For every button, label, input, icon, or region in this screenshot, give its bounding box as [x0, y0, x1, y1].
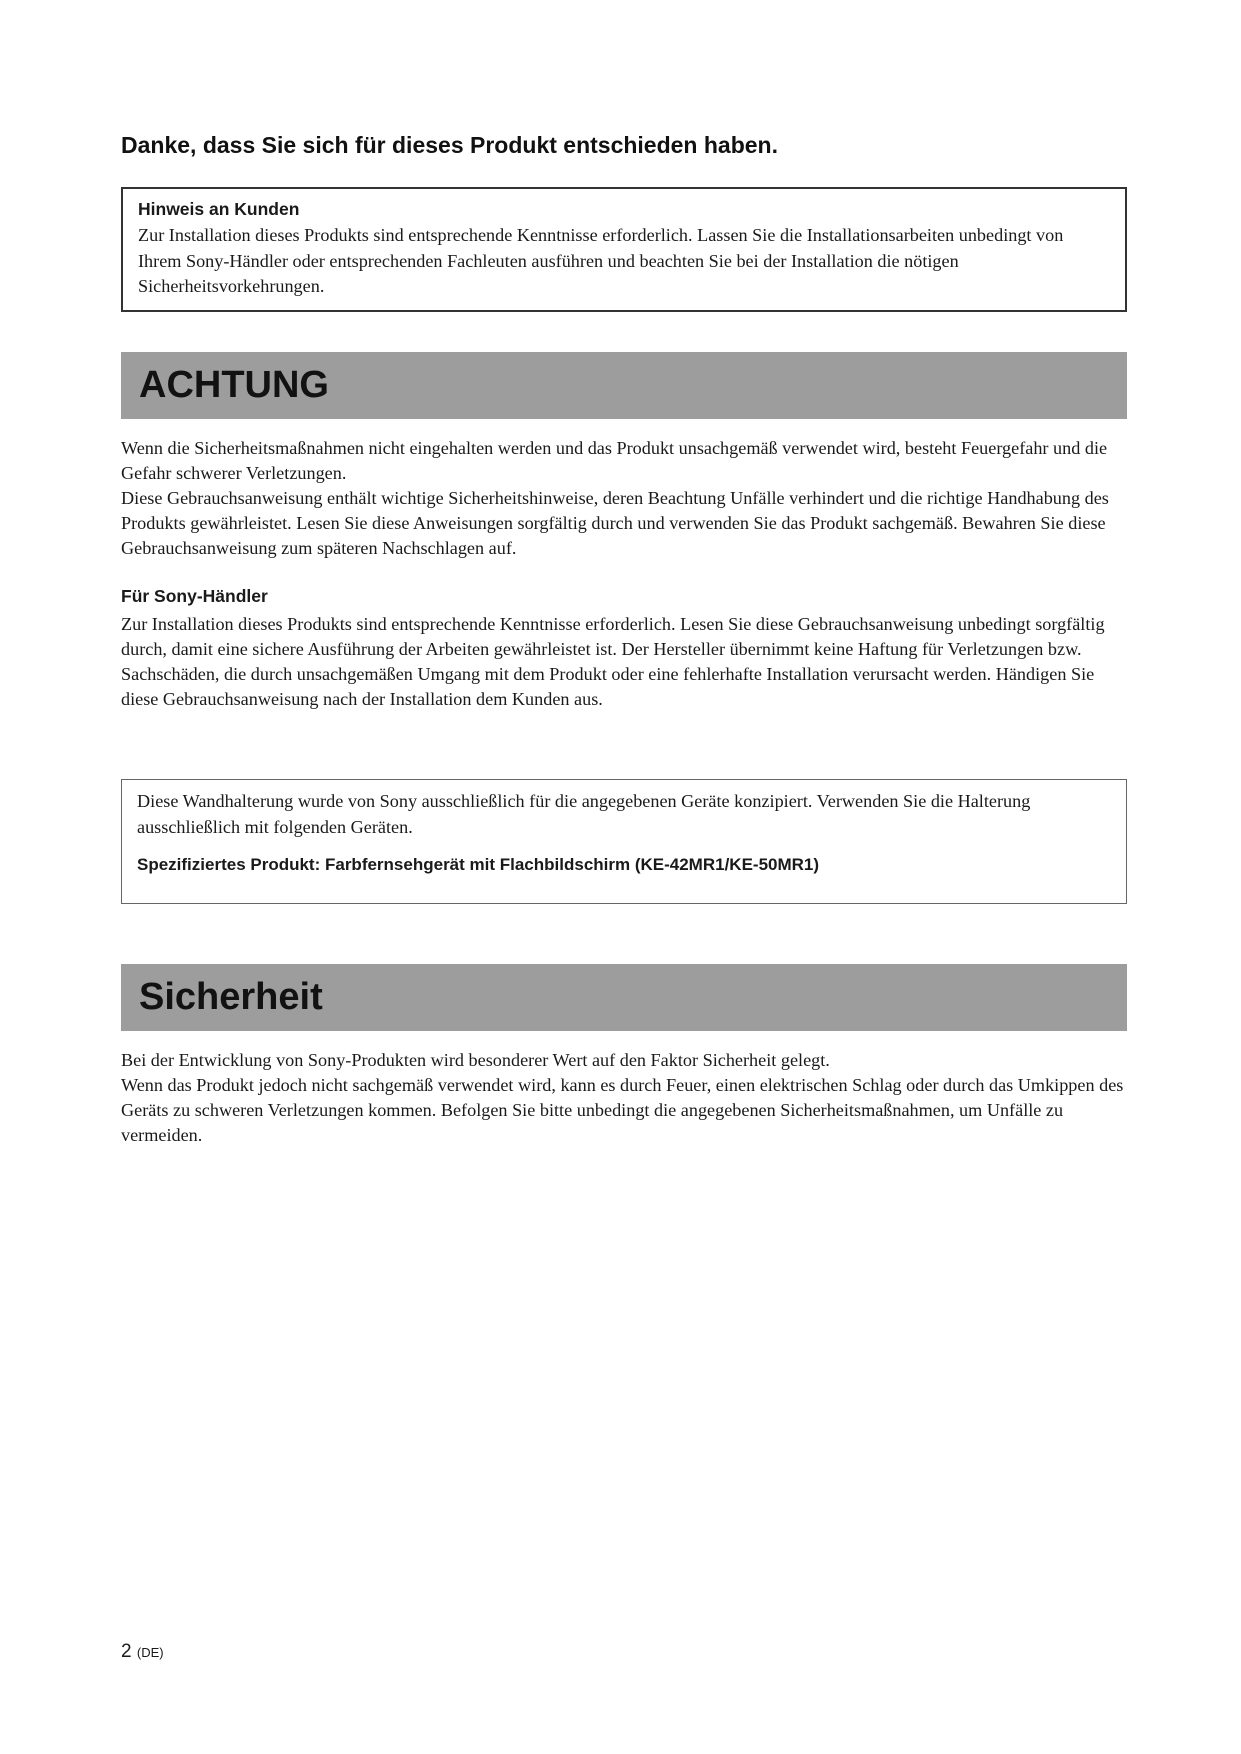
page-number — [121, 1641, 164, 1663]
customer-notice-title: Hinweis an Kunden — [138, 199, 300, 219]
customer-notice-box — [121, 187, 1127, 312]
dealer-heading: Für Sony-Händler — [121, 586, 268, 606]
specified-product-body: Diese Wandhalterung wurde von Sony ausschließlich für die angegebenen Geräte konzipiert. Verwenden Sie die Halterung ausschließlich mit folgenden Geräten. — [137, 791, 1031, 837]
sicherheit-heading: Sicherheit — [139, 976, 323, 1018]
specified-product-box — [121, 779, 1127, 904]
intro-title: Danke, dass Sie sich für dieses Produkt entschieden haben. — [121, 132, 778, 158]
achtung-heading: ACHTUNG — [139, 364, 329, 406]
achtung-banner — [121, 352, 1127, 419]
specified-product-spec: Spezifiziertes Produkt: Farbfernsehgerät mit Flachbildschirm (KE-42MR1/KE-50MR1) — [137, 855, 820, 874]
language-code: (DE) — [136, 1645, 164, 1660]
sicherheit-paragraph-1: Bei der Entwicklung von Sony-Produkten wird besonderer Wert auf den Faktor Sicherheit gelegt. — [121, 1050, 830, 1070]
achtung-paragraph-1: Wenn die Sicherheitsmaßnahmen nicht eingehalten werden und das Produkt unsachgemäß verwendet wird, besteht Feuergefahr und die Gefahr schwerer Verletzungen. — [121, 438, 1108, 483]
dealer-paragraph: Zur Installation dieses Produkts sind entsprechende Kenntnisse erforderlich. Lesen Sie diese Gebrauchsanweisung unbedingt sorgfältig durch, damit eine sichere Ausführung der Arbeiten gewährleistet ist. Der Hersteller übernimmt keine Haftung für Verletzungen bzw. Sachschäden, die durch unsachgemäßen Umgang mit dem Produkt oder eine fehlerhafte Installation verursacht werden. Händigen Sie diese Gebrauchsanweisung nach der Installation dem Kunden aus. — [121, 614, 1105, 709]
customer-notice-body: Zur Installation dieses Produkts sind entsprechende Kenntnisse erforderlich. Lassen Sie die Installationsarbeiten unbedingt von Ihrem Sony-Händler oder entsprechenden Fachleuten ausführen und beachten Sie bei der Installation die nötigen Sicherheitsvorkehrungen. — [138, 225, 1064, 296]
sicherheit-paragraph-2: Wenn das Produkt jedoch nicht sachgemäß verwendet wird, kann es durch Feuer, einen elektrischen Schlag oder durch das Umkippen des Geräts zu schweren Verletzungen kommen. Befolgen Sie bitte unbedingt die angegebenen Sicherheitsmaßnahmen, um Unfälle zu vermeiden. — [121, 1075, 1124, 1145]
sicherheit-banner — [121, 964, 1127, 1031]
achtung-paragraph-2: Diese Gebrauchsanweisung enthält wichtige Sicherheitshinweise, deren Beachtung Unfälle verhindert und die richtige Handhabung des Produkts gewährleistet. Lesen Sie diese Anweisungen sorgfältig durch und verwenden Sie das Produkt sachgemäß. Bewahren Sie diese Gebrauchsanweisung zum späteren Nachschlagen auf. — [121, 488, 1109, 558]
page-number-value: 2 — [121, 1641, 132, 1662]
